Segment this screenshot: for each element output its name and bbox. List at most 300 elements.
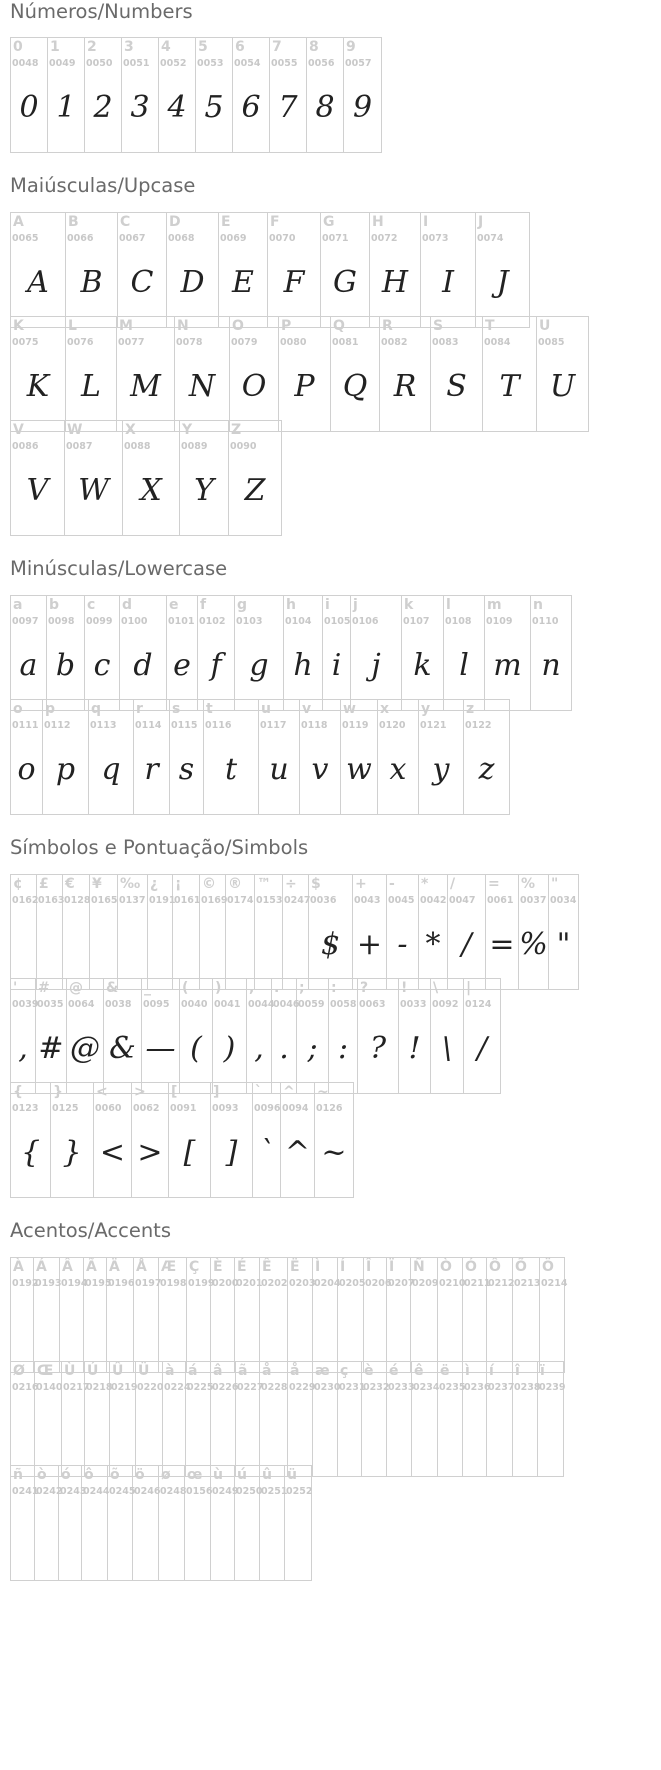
glyph-char-label: F xyxy=(270,214,280,230)
glyph-code-label: 0041 xyxy=(214,999,241,1010)
glyph-char-label: p xyxy=(45,701,56,717)
glyph-code-label: 0153 xyxy=(256,895,283,906)
glyph-char-label: / xyxy=(450,876,456,892)
glyph-code-label: 0068 xyxy=(168,233,195,244)
glyph-cell xyxy=(233,37,270,153)
glyph-sample: ` xyxy=(259,1135,274,1170)
glyph-code-label: 0051 xyxy=(123,58,150,69)
glyph-cell xyxy=(288,1361,316,1477)
glyph-char-label: b xyxy=(49,597,60,613)
glyph-code-label: 0056 xyxy=(308,58,335,69)
glyph-char-label: Ç xyxy=(189,1259,200,1275)
glyph-cell xyxy=(211,1361,239,1477)
glyph-sample: Z xyxy=(244,473,266,508)
glyph-char-label: ì xyxy=(465,1363,470,1379)
glyph-code-label: 0090 xyxy=(230,441,257,452)
glyph-cell xyxy=(167,595,198,711)
glyph-cell xyxy=(329,978,358,1094)
glyph-code-label: 0161 xyxy=(174,895,201,906)
glyph-cell xyxy=(351,595,402,711)
glyph-sample: [ xyxy=(183,1135,196,1170)
glyph-code-label: 0076 xyxy=(67,337,94,348)
glyph-code-label: 0078 xyxy=(176,337,203,348)
glyph-code-label: 0033 xyxy=(400,999,427,1010)
glyph-code-label: 0198 xyxy=(160,1278,187,1289)
glyph-char-label: r xyxy=(136,701,143,717)
glyph-code-label: 0088 xyxy=(124,441,151,452)
glyph-row xyxy=(10,978,501,1094)
glyph-char-label: é xyxy=(389,1363,399,1379)
glyph-code-label: 0053 xyxy=(197,58,224,69)
glyph-char-label: à xyxy=(165,1363,175,1379)
glyph-char-label: E xyxy=(221,214,231,230)
glyph-code-label: 0117 xyxy=(260,720,287,731)
glyph-code-label: 0228 xyxy=(261,1382,288,1393)
glyph-cell xyxy=(159,37,196,153)
glyph-sample: a xyxy=(19,648,38,683)
glyph-char-label: , xyxy=(249,980,255,996)
glyph-cell xyxy=(142,978,180,1094)
glyph-char-label: i xyxy=(325,597,330,613)
glyph-cell xyxy=(411,1257,438,1373)
glyph-code-label: 0209 xyxy=(412,1278,439,1289)
glyph-char-label: T xyxy=(485,318,495,334)
glyph-cell xyxy=(117,316,175,432)
glyph-char-label: W xyxy=(67,422,83,438)
glyph-cell xyxy=(89,699,134,815)
glyph-char-label: O xyxy=(232,318,244,334)
glyph-code-label: 0036 xyxy=(310,895,337,906)
glyph-cell xyxy=(487,1361,513,1477)
glyph-cell xyxy=(463,1361,491,1477)
glyph-cell xyxy=(200,874,226,990)
glyph-code-label: 0204 xyxy=(314,1278,341,1289)
glyph-cell xyxy=(313,1361,341,1477)
glyph-cell xyxy=(235,1257,263,1373)
glyph-cell xyxy=(247,978,275,1094)
glyph-cell xyxy=(175,316,230,432)
glyph-code-label: 0048 xyxy=(12,58,39,69)
glyph-cell xyxy=(307,37,344,153)
glyph-cell xyxy=(438,1257,466,1373)
glyph-char-label: H xyxy=(372,214,384,230)
glyph-cell xyxy=(82,1465,108,1581)
glyph-sample: e xyxy=(173,648,191,683)
glyph-cell xyxy=(253,1082,281,1198)
glyph-code-label: 0247 xyxy=(284,895,311,906)
glyph-char-label: < xyxy=(96,1084,108,1100)
glyph-char-label: l xyxy=(446,597,451,613)
glyph-char-label: è xyxy=(364,1363,374,1379)
glyph-cell xyxy=(110,1361,136,1477)
glyph-char-label: Ã xyxy=(86,1259,97,1275)
glyph-sample: . xyxy=(279,1031,289,1066)
glyph-code-label: 0163 xyxy=(38,895,65,906)
glyph-code-label: 0116 xyxy=(205,720,232,731)
glyph-cell xyxy=(255,874,283,990)
glyph-cell xyxy=(281,1082,315,1198)
glyph-row xyxy=(10,1465,312,1581)
glyph-sample: S xyxy=(446,369,467,404)
glyph-code-label: 0079 xyxy=(231,337,258,348)
glyph-code-label: 0044 xyxy=(248,999,275,1010)
glyph-code-label: 0101 xyxy=(168,616,195,627)
glyph-cell xyxy=(370,212,421,328)
glyph-sample: D xyxy=(180,265,205,300)
glyph-char-label: ™ xyxy=(257,876,271,892)
glyph-cell xyxy=(43,699,89,815)
glyph-char-label: 6 xyxy=(235,39,245,55)
glyph-code-label: 0089 xyxy=(181,441,208,452)
glyph-cell xyxy=(485,595,531,711)
glyph-cell xyxy=(198,595,235,711)
glyph-char-label: 7 xyxy=(272,39,282,55)
glyph-code-label: 0097 xyxy=(12,616,39,627)
glyph-code-label: 0104 xyxy=(285,616,312,627)
glyph-cell xyxy=(378,699,419,815)
glyph-sample: z xyxy=(478,752,495,787)
glyph-code-label: 0065 xyxy=(12,233,39,244)
glyph-char-label: v xyxy=(302,701,312,717)
glyph-code-label: 0236 xyxy=(464,1382,491,1393)
glyph-row xyxy=(10,699,510,815)
glyph-cell xyxy=(11,1465,39,1581)
glyph-char-label: 3 xyxy=(124,39,134,55)
glyph-cell xyxy=(230,316,279,432)
glyph-cell xyxy=(464,699,510,815)
glyph-code-label: 0095 xyxy=(143,999,170,1010)
glyph-cell xyxy=(288,1257,316,1373)
glyph-cell xyxy=(344,37,382,153)
glyph-char-label: á xyxy=(188,1363,198,1379)
glyph-code-label: 0232 xyxy=(363,1382,390,1393)
glyph-cell xyxy=(85,595,120,711)
glyph-sample: ? xyxy=(369,1031,387,1066)
glyph-char-label: Æ xyxy=(161,1259,177,1275)
glyph-char-label: 8 xyxy=(309,39,319,55)
glyph-char-label: â xyxy=(213,1363,223,1379)
glyph-cell xyxy=(464,978,501,1094)
glyph-code-label: 0219 xyxy=(111,1382,138,1393)
glyph-code-label: 0197 xyxy=(135,1278,162,1289)
glyph-char-label: ¡ xyxy=(175,876,182,892)
glyph-char-label: õ xyxy=(110,1467,120,1483)
glyph-cell xyxy=(283,874,309,990)
glyph-cell xyxy=(219,212,268,328)
glyph-char-label: Ë xyxy=(290,1259,300,1275)
glyph-code-label: 0237 xyxy=(488,1382,515,1393)
glyph-sample: ~ xyxy=(321,1135,347,1170)
glyph-sample: F xyxy=(283,265,305,300)
glyph-code-label: 0246 xyxy=(134,1486,161,1497)
glyph-cell xyxy=(85,1361,113,1477)
glyph-code-label: 0075 xyxy=(12,337,39,348)
glyph-char-label: y xyxy=(421,701,431,717)
glyph-cell xyxy=(444,595,485,711)
glyph-cell xyxy=(270,37,307,153)
glyph-row xyxy=(10,1082,354,1198)
glyph-code-label: 0123 xyxy=(12,1103,39,1114)
glyph-sample: # xyxy=(38,1031,64,1066)
glyph-cell xyxy=(540,1257,568,1373)
glyph-char-label: ï xyxy=(540,1363,545,1379)
glyph-char-label: 5 xyxy=(198,39,208,55)
glyph-cell xyxy=(51,1082,94,1198)
glyph-char-label: B xyxy=(68,214,79,230)
glyph-sample: P xyxy=(294,369,315,404)
glyph-char-label: & xyxy=(106,980,119,996)
glyph-code-label: 0112 xyxy=(44,720,71,731)
glyph-sample: l xyxy=(459,648,469,683)
glyph-cell xyxy=(11,978,39,1094)
glyph-code-label: 0162 xyxy=(12,895,39,906)
glyph-cell xyxy=(387,874,419,990)
glyph-row xyxy=(10,1257,568,1373)
glyph-char-label: ü xyxy=(287,1467,297,1483)
glyph-char-label: A xyxy=(13,214,24,230)
glyph-cell xyxy=(11,37,48,153)
glyph-cell xyxy=(483,316,537,432)
glyph-char-label: ‰ xyxy=(120,876,141,892)
glyph-sample: H xyxy=(381,265,409,300)
glyph-code-label: 0084 xyxy=(484,337,511,348)
glyph-char-label: Ö xyxy=(542,1259,554,1275)
glyph-cell xyxy=(66,316,117,432)
glyph-sample: } xyxy=(62,1135,82,1170)
glyph-cell xyxy=(107,1257,134,1373)
glyph-cell xyxy=(134,699,170,815)
glyph-code-label: 0092 xyxy=(432,999,459,1010)
glyph-char-label: d xyxy=(122,597,133,613)
glyph-cell xyxy=(419,874,448,990)
glyph-char-label: 0 xyxy=(13,39,23,55)
glyph-code-label: 0099 xyxy=(86,616,113,627)
glyph-cell xyxy=(513,1257,540,1373)
glyph-sample: d xyxy=(133,648,153,683)
glyph-code-label: 0087 xyxy=(66,441,93,452)
glyph-code-label: 0085 xyxy=(538,337,565,348)
glyph-code-label: 0070 xyxy=(269,233,296,244)
glyph-cell xyxy=(60,1257,88,1373)
glyph-cell xyxy=(48,37,85,153)
glyph-code-label: 0107 xyxy=(403,616,430,627)
glyph-sample: % xyxy=(519,927,548,962)
glyph-cell xyxy=(122,37,159,153)
glyph-sample: T xyxy=(499,369,520,404)
glyph-char-label: P xyxy=(281,318,292,334)
glyph-row xyxy=(10,37,382,153)
glyph-char-label: å xyxy=(290,1363,300,1379)
glyph-code-label: 0114 xyxy=(135,720,162,731)
glyph-sample: o xyxy=(17,752,36,787)
glyph-code-label: 0098 xyxy=(48,616,75,627)
glyph-cell xyxy=(229,420,282,536)
glyph-char-label: Û xyxy=(112,1363,124,1379)
glyph-code-label: 0049 xyxy=(49,58,76,69)
glyph-cell xyxy=(313,1257,341,1373)
glyph-code-label: 0165 xyxy=(91,895,118,906)
glyph-sample: w xyxy=(346,752,372,787)
glyph-char-label: : xyxy=(331,980,337,996)
glyph-sample: r xyxy=(144,752,159,787)
glyph-cell xyxy=(11,699,43,815)
glyph-code-label: 0200 xyxy=(212,1278,239,1289)
glyph-code-label: 0192 xyxy=(12,1278,39,1289)
glyph-cell xyxy=(487,1257,513,1373)
glyph-cell xyxy=(402,595,444,711)
glyph-cell xyxy=(321,212,370,328)
section-title: Números/Numbers xyxy=(10,0,193,23)
glyph-sample: ! xyxy=(408,1031,421,1066)
glyph-char-label: c xyxy=(87,597,96,613)
glyph-sample: v xyxy=(311,752,329,787)
glyph-cell xyxy=(300,699,341,815)
section-title: Maiúsculas/Upcase xyxy=(10,174,196,197)
glyph-char-label: å xyxy=(262,1363,272,1379)
glyph-char-label: ' xyxy=(13,980,18,996)
glyph-char-label: z xyxy=(466,701,475,717)
glyph-cell xyxy=(538,1361,564,1477)
glyph-cell xyxy=(260,1361,288,1477)
glyph-sample: c xyxy=(93,648,111,683)
glyph-code-label: 0218 xyxy=(86,1382,113,1393)
glyph-code-label: 0193 xyxy=(35,1278,62,1289)
glyph-code-label: 0199 xyxy=(188,1278,215,1289)
glyph-row xyxy=(10,595,572,711)
glyph-char-label: | xyxy=(466,980,472,996)
glyph-cell xyxy=(11,212,66,328)
glyph-char-label: Ø xyxy=(13,1363,25,1379)
glyph-char-label: > xyxy=(134,1084,146,1100)
glyph-code-label: 0248 xyxy=(160,1486,187,1497)
glyph-code-label: 0156 xyxy=(186,1486,213,1497)
glyph-code-label: 0057 xyxy=(345,58,372,69)
glyph-sample: y xyxy=(432,752,450,787)
glyph-char-label: Ù xyxy=(64,1363,76,1379)
glyph-char-label: M xyxy=(119,318,133,334)
glyph-code-label: 0137 xyxy=(119,895,146,906)
glyph-code-label: 0055 xyxy=(271,58,298,69)
glyph-code-label: 0094 xyxy=(282,1103,309,1114)
glyph-code-label: 0115 xyxy=(171,720,198,731)
glyph-char-label: ~ xyxy=(317,1084,329,1100)
glyph-char-label: ú xyxy=(237,1467,247,1483)
glyph-char-label: ò xyxy=(37,1467,47,1483)
glyph-code-label: 0082 xyxy=(381,337,408,348)
glyph-code-label: 0233 xyxy=(388,1382,415,1393)
glyph-cell xyxy=(34,1257,60,1373)
glyph-code-label: 0250 xyxy=(236,1486,263,1497)
glyph-cell xyxy=(37,874,63,990)
glyph-char-label: t xyxy=(206,701,213,717)
glyph-char-label: R xyxy=(382,318,393,334)
glyph-char-label: æ xyxy=(315,1363,330,1379)
glyph-char-label: L xyxy=(68,318,77,334)
glyph-code-label: 0227 xyxy=(237,1382,264,1393)
glyph-cell xyxy=(338,1257,364,1373)
glyph-code-label: 0080 xyxy=(280,337,307,348)
glyph-cell xyxy=(173,874,200,990)
glyph-char-label: Q xyxy=(333,318,345,334)
glyph-sample: V xyxy=(26,473,49,508)
glyph-char-label: $ xyxy=(311,876,321,892)
glyph-cell xyxy=(519,874,549,990)
glyph-char-label: w xyxy=(343,701,356,717)
glyph-cell xyxy=(132,1082,169,1198)
glyph-char-label: £ xyxy=(39,876,49,892)
glyph-code-label: 0234 xyxy=(413,1382,440,1393)
glyph-sample: n xyxy=(541,648,561,683)
glyph-cell xyxy=(431,316,483,432)
glyph-sample: u xyxy=(269,752,289,787)
glyph-sample: > xyxy=(137,1135,163,1170)
glyph-char-label: Å xyxy=(136,1259,147,1275)
glyph-char-label: h xyxy=(286,597,296,613)
glyph-char-label: Ê xyxy=(262,1259,272,1275)
glyph-code-label: 0126 xyxy=(316,1103,343,1114)
glyph-cell xyxy=(236,1361,264,1477)
glyph-cell xyxy=(47,595,85,711)
glyph-code-label: 0091 xyxy=(170,1103,197,1114)
glyph-code-label: 0069 xyxy=(220,233,247,244)
glyph-sample: & xyxy=(109,1031,136,1066)
glyph-code-label: 0039 xyxy=(12,999,39,1010)
glyph-cell xyxy=(213,978,247,1094)
glyph-sample: : xyxy=(337,1031,349,1066)
glyph-char-label: j xyxy=(353,597,358,613)
glyph-sample: , xyxy=(18,1031,28,1066)
glyph-cell xyxy=(211,1465,239,1581)
glyph-cell xyxy=(341,699,378,815)
glyph-cell xyxy=(63,874,90,990)
glyph-code-label: 0203 xyxy=(289,1278,316,1289)
glyph-char-label: ÷ xyxy=(285,876,297,892)
glyph-char-label: Ò xyxy=(440,1259,452,1275)
glyph-cell xyxy=(226,874,255,990)
glyph-code-label: 0217 xyxy=(63,1382,90,1393)
glyph-char-label: - xyxy=(389,876,395,892)
glyph-code-label: 0245 xyxy=(109,1486,136,1497)
glyph-char-label: g xyxy=(237,597,248,613)
glyph-sample: x xyxy=(389,752,407,787)
glyph-char-label: x xyxy=(380,701,390,717)
glyph-char-label: ( xyxy=(182,980,189,996)
glyph-code-label: 0122 xyxy=(465,720,492,731)
glyph-sample: Y xyxy=(194,473,214,508)
glyph-cell xyxy=(148,874,176,990)
glyph-code-label: 0093 xyxy=(212,1103,239,1114)
glyph-sample: g xyxy=(249,648,269,683)
glyph-char-label: X xyxy=(125,422,136,438)
glyph-sample: j xyxy=(371,648,381,683)
glyph-cell xyxy=(67,978,104,1094)
glyph-char-label: N xyxy=(177,318,189,334)
glyph-sample: < xyxy=(99,1135,126,1170)
glyph-code-label: 0119 xyxy=(342,720,369,731)
glyph-code-label: 0072 xyxy=(371,233,398,244)
glyph-sample: q xyxy=(101,752,121,787)
glyph-code-label: 0207 xyxy=(388,1278,415,1289)
glyph-char-label: @ xyxy=(69,980,83,996)
glyph-code-label: 0191 xyxy=(149,895,176,906)
glyph-char-label: Ï xyxy=(389,1259,395,1275)
glyph-char-label: ç xyxy=(340,1363,349,1379)
glyph-code-label: 0037 xyxy=(520,895,547,906)
glyph-cell xyxy=(36,978,67,1094)
glyph-char-label: ë xyxy=(440,1363,450,1379)
glyph-char-label: ñ xyxy=(13,1467,23,1483)
glyph-sample: p xyxy=(55,752,76,787)
